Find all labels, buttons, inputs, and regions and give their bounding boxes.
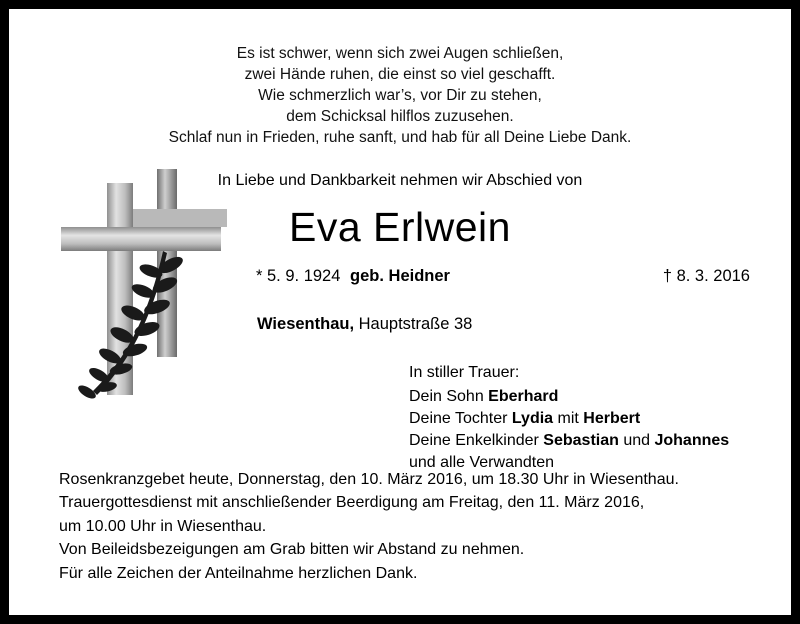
birth-date: * 5. 9. 1924 <box>256 267 341 285</box>
notice-inner <box>9 9 791 615</box>
address-street: Hauptstraße 38 <box>354 315 473 333</box>
maiden-name: geb. Heidner <box>350 267 450 285</box>
poem-line: Es ist schwer, wenn sich zwei Augen schließen, <box>236 45 564 62</box>
service-line: um 10.00 Uhr in Wiesenthau. <box>59 517 267 535</box>
mourner-line <box>409 386 791 408</box>
mourner-line: und alle Verwandten <box>409 454 554 471</box>
death-date: † 8. 3. 2016 <box>662 267 750 285</box>
mourner-conjunction: und <box>618 432 655 449</box>
mourner-line <box>409 408 791 430</box>
intro-line: In Liebe und Dankbarkeit nehmen wir Abschied von <box>217 172 583 189</box>
mourner-name: Johannes <box>654 432 730 449</box>
mourners-block <box>409 362 791 474</box>
mourner-relation: Deine Enkelkinder <box>409 432 544 449</box>
dates-row <box>9 267 791 289</box>
mourner-name: Sebastian <box>543 432 619 449</box>
service-line: Von Beileidsbezeigungen am Grab bitten wir Abstand zu nehmen. <box>59 541 525 558</box>
mourner-line <box>409 430 791 452</box>
deceased-name: Eva Erlwein <box>289 204 511 250</box>
mourner-name: Eberhard <box>488 388 559 405</box>
mourner-name: Herbert <box>583 410 641 427</box>
poem-line: Wie schmerzlich war’s, vor Dir zu stehen, <box>258 87 542 104</box>
poem-block <box>9 9 791 148</box>
mourners-heading: In stiller Trauer: <box>409 364 520 381</box>
address-town: Wiesenthau, <box>257 315 355 333</box>
address-line <box>257 315 791 334</box>
service-line: Trauergottesdienst mit anschließender Beerdigung am Freitag, den 11. März 2016, <box>59 494 645 511</box>
service-details <box>59 468 679 586</box>
service-line: Für alle Zeichen der Anteilnahme herzlichen Dank. <box>59 564 418 582</box>
mourner-name: Lydia <box>511 410 554 427</box>
poem-line: Schlaf nun in Frieden, ruhe sanft, und hab für all Deine Liebe Dank. <box>168 129 632 146</box>
poem-line: zwei Hände ruhen, die einst so viel geschafft. <box>244 66 556 83</box>
mourner-conjunction: mit <box>553 410 584 427</box>
mourner-relation: Deine Tochter <box>409 410 512 427</box>
service-line: Rosenkranzgebet heute, Donnerstag, den 10. März 2016, um 18.30 Uhr in Wiesenthau. <box>59 470 679 488</box>
poem-line: dem Schicksal hilflos zuzusehen. <box>286 108 514 125</box>
mourner-relation: Dein Sohn <box>409 388 489 405</box>
